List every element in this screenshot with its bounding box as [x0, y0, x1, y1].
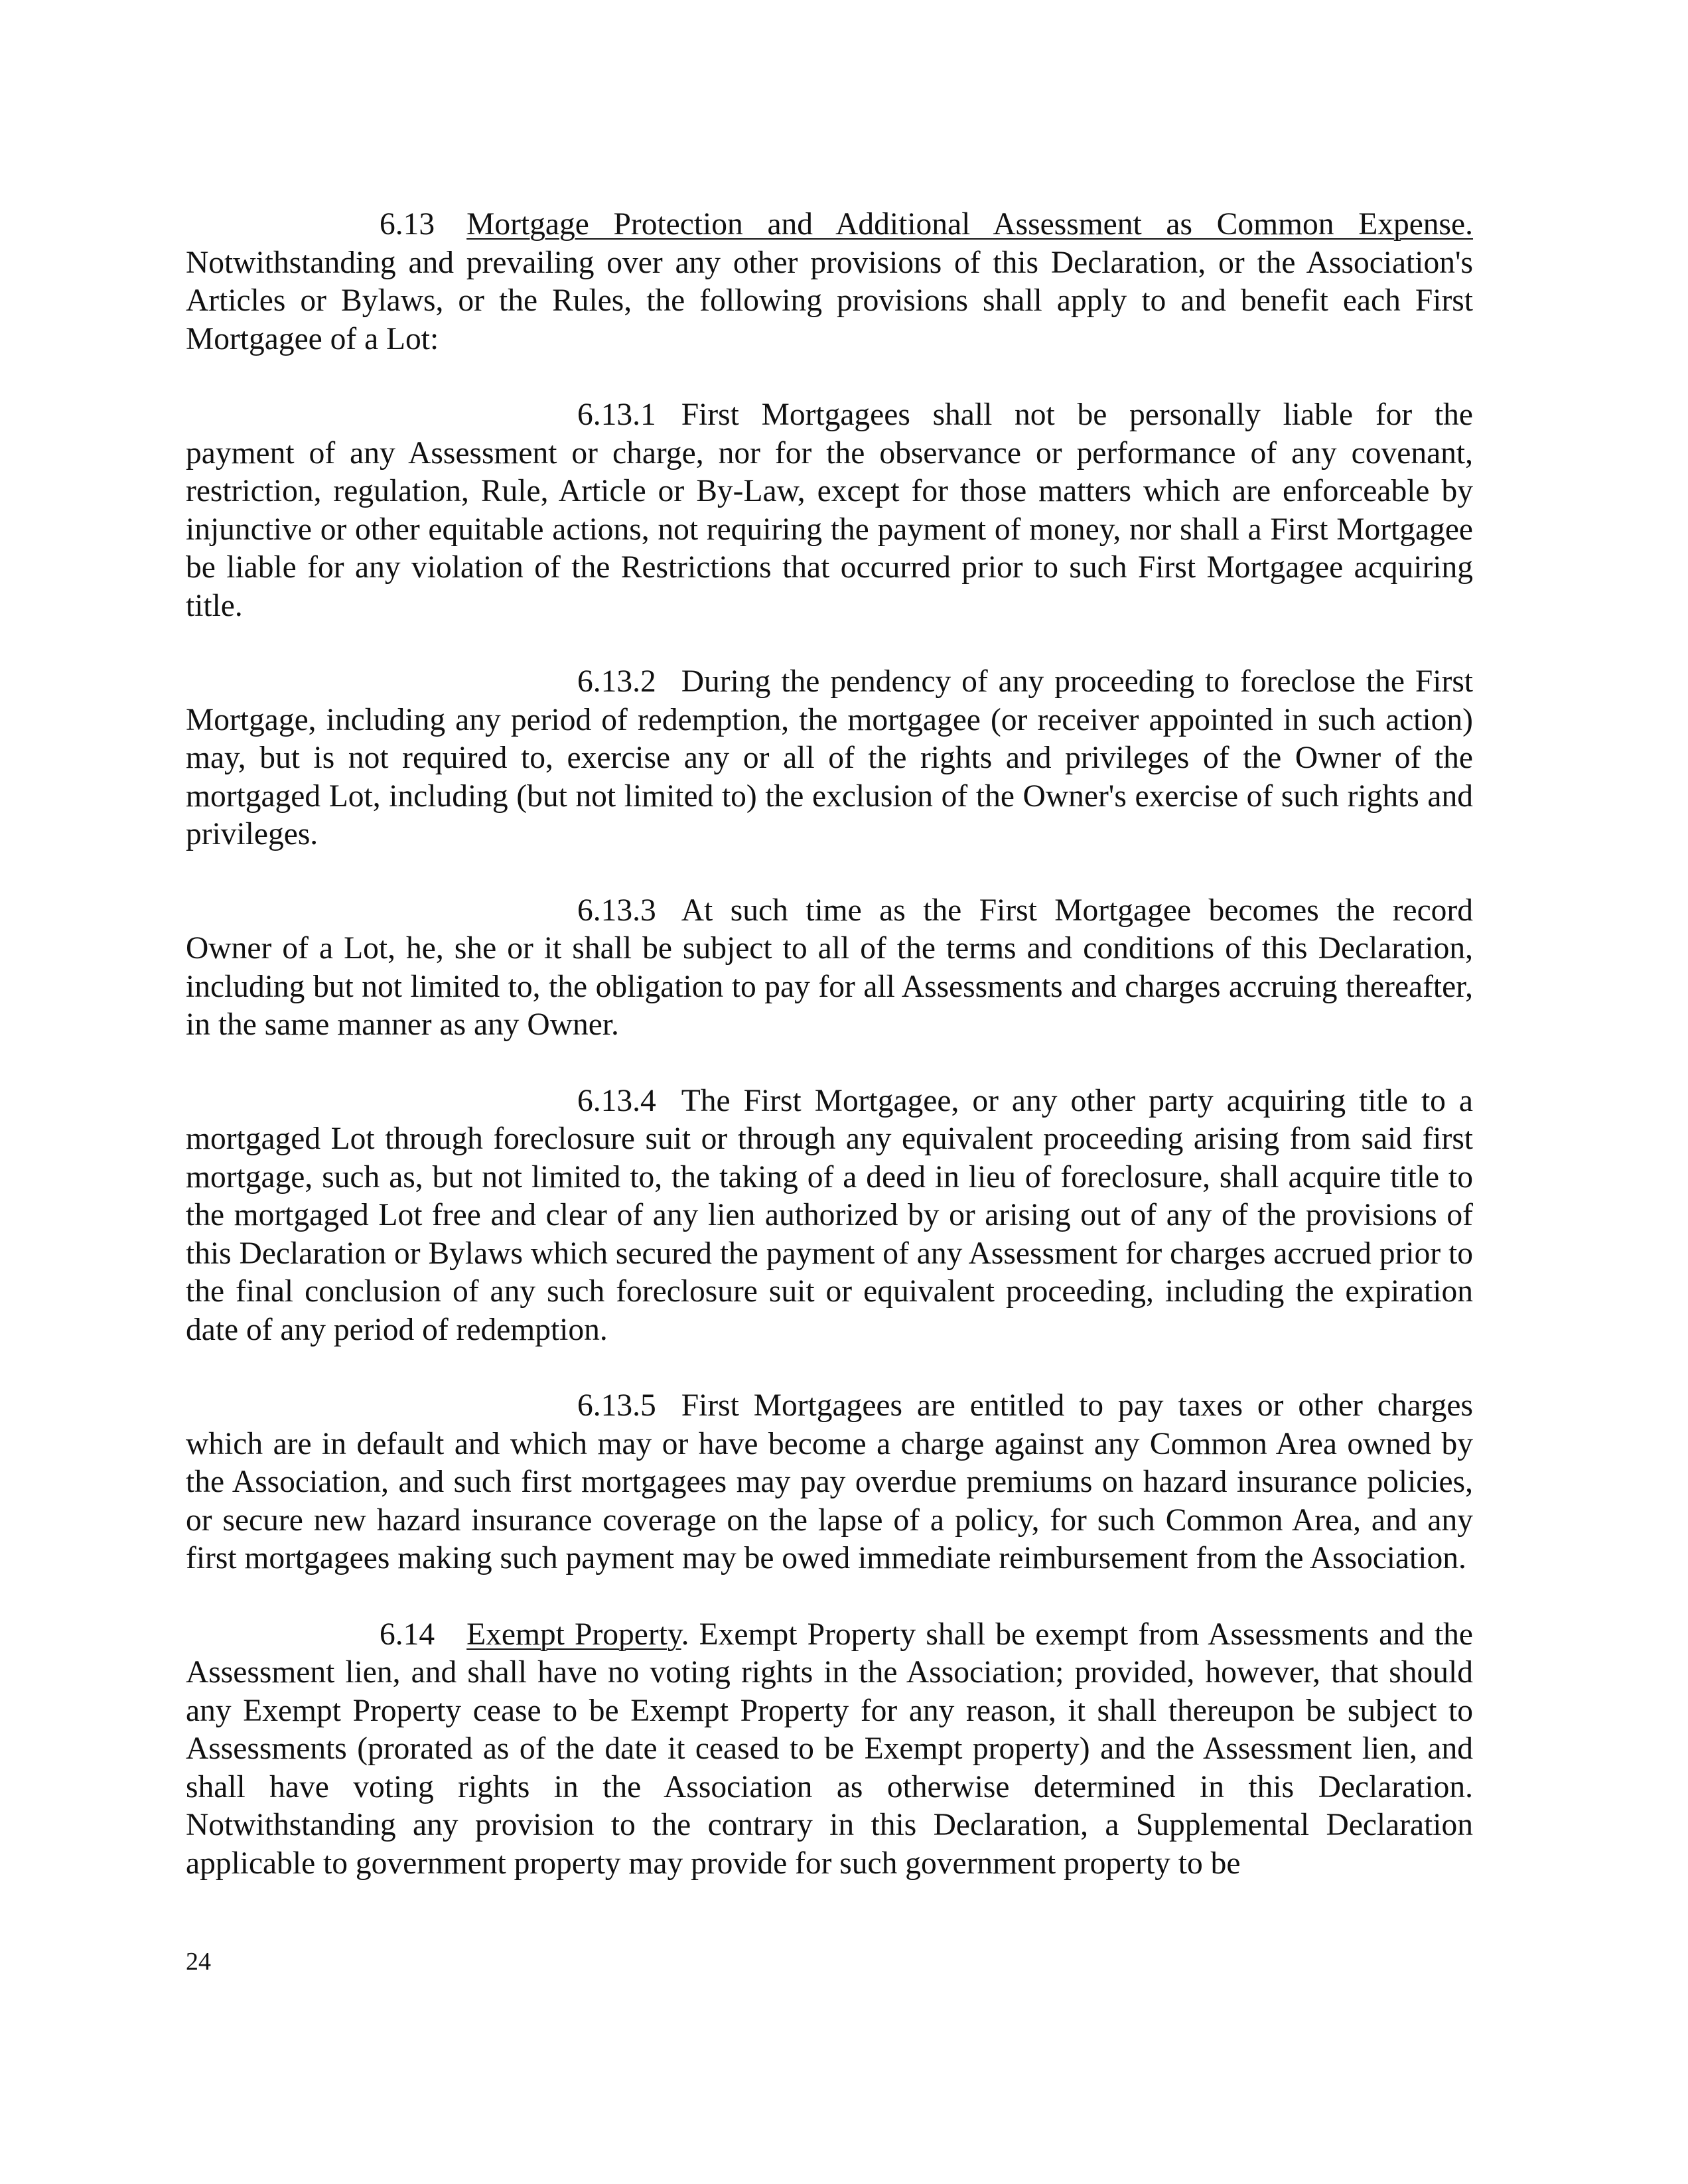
- subsection-number: 6.13.4: [577, 1083, 656, 1118]
- subsection-text: During the pendency of any proceeding to foreclose the First Mortgage, including any period of redemption, the mortgagee (or receiver appointed in such action) may, but is not required to, exercise any or all of the rights and privileges of the Owner of the mortgaged Lot, including (but not limited to) the exclusion of the Owner's exercise of such rights and privileges.: [186, 664, 1473, 851]
- subsection-6-13-1: [186, 396, 1473, 625]
- section-body: Exempt Property shall be exempt from Assessments and the Assessment lien, and shall have no voting rights in the Association; provided, however, that should any Exempt Property cease to be Exempt Property for any reason, it shall thereupon be subject to Assessments (prorated as of the date it ceased to be Exempt property) and the Assessment lien, and shall have voting rights in the Association as otherwise determined in this Declaration. Notwithstanding any provision to the contrary in this Declaration, a Supplemental Declaration applicable to government property may provide for such government property to be: [186, 1617, 1473, 1881]
- subsection-6-13-5: [186, 1387, 1473, 1578]
- subsection-6-13-4: [186, 1082, 1473, 1350]
- section-number: 6.14: [380, 1617, 435, 1652]
- section-6-14: [186, 1616, 1473, 1883]
- subsection-text: First Mortgagees shall not be personally liable for the payment of any Assessment or charge, nor for the observance or performance of any covenant, restriction, regulation, Rule, Article or By-Law, except for those matters which are enforceable by injunctive or other equitable actions, not requiring the payment of money, nor shall a First Mortgagee be liable for any violation of the Restrictions that occurred prior to such First Mortgagee acquiring title.: [186, 398, 1473, 623]
- section-6-13: [186, 206, 1473, 358]
- subsection-text: The First Mortgagee, or any other party acquiring title to a mortgaged Lot through foreclosure suit or through any equivalent proceeding arising from said first mortgage, such as, but not limited to, the taking of a deed in lieu of foreclosure, shall acquire title to the mortgaged Lot free and clear of any lien authorized by or arising out of any of the provisions of this Declaration or Bylaws which secured the payment of any Assessment for charges accrued prior to the final conclusion of any such foreclosure suit or equivalent proceeding, including the expiration date of any period of redemption.: [186, 1083, 1473, 1347]
- document-page: [186, 206, 1473, 1883]
- page-number: 24: [186, 1948, 211, 1976]
- section-number: 6.13: [380, 207, 435, 242]
- subsection-6-13-3: [186, 892, 1473, 1045]
- section-heading: Exempt Property: [466, 1617, 681, 1652]
- subsection-text: At such time as the First Mortgagee becomes the record Owner of a Lot, he, she or it shall be subject to all of the terms and conditions of this Declaration, including but not limited to, the obligation to pay for all Assessments and charges accruing thereafter, in the same manner as any Owner.: [186, 893, 1473, 1042]
- subsection-number: 6.13.3: [577, 893, 656, 928]
- subsection-number: 6.13.2: [577, 664, 656, 699]
- subsection-number: 6.13.1: [577, 398, 656, 432]
- section-heading: Mortgage Protection and Additional Assessment as Common Expense.: [466, 207, 1473, 242]
- section-heading-punctuation: .: [681, 1617, 689, 1652]
- subsection-text: First Mortgagees are entitled to pay taxes or other charges which are in default and which may or have become a charge against any Common Area owned by the Association, and such first mortgagees may pay overdue premiums on hazard insurance policies, or secure new hazard insurance coverage on the lapse of a policy, for such Common Area, and any first mortgagees making such payment may be owed immediate reimbursement from the Association.: [186, 1388, 1473, 1575]
- subsection-6-13-2: [186, 663, 1473, 854]
- subsection-number: 6.13.5: [577, 1388, 656, 1423]
- section-body: Notwithstanding and prevailing over any other provisions of this Declaration, or the Association's Articles or Bylaws, or the Rules, the following provisions shall apply to and benefit each First Mortgagee of a Lot:: [186, 245, 1473, 356]
